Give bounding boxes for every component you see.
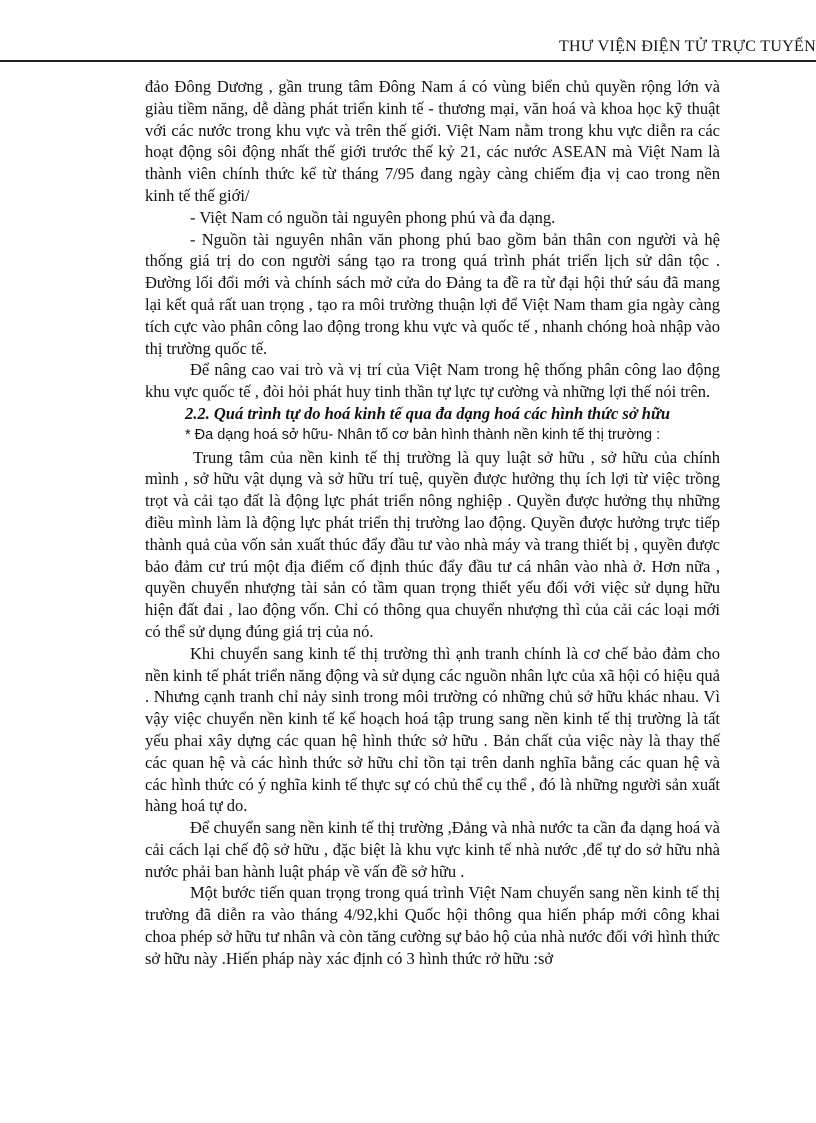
- paragraph: Khi chuyển sang kinh tế thị trường thì ạnh tranh chính là cơ chế bảo đảm cho nền kinh tế phát triển năng động và sử dụng các nguồn nhân lực của xã hội có hiệu quả . Nhưng cạnh tranh chỉ nảy sinh trong môi trường có những chủ sở hữu khác nhau. Vì vậy việc chuyển nền kinh tế kế hoạch hoá tập trung sang nền kinh tế thị trường là tất yếu phai xây dựng các quan hệ hình thức sở hữu . Bản chất của việc này là thay thế các quan hệ và các hình thức sở hữu chỉ tồn tại trên danh nghĩa bằng các quan hệ và các hình thức có ý nghĩa kinh tế thực sự có chủ thể cụ thể , đó là những người sản xuất hàng hoá tự do.: [145, 643, 720, 816]
- paragraph: Để chuyển sang nền kinh tế thị trường ,Đảng và nhà nước ta cần đa dạng hoá và cải cách lại chế độ sở hữu , đặc biệt là khu vực kinh tế nhà nước ,để tự do sở hữu nhà nước phải ban hành luật pháp về vấn đề sở hữu .: [145, 818, 720, 881]
- paragraph: Để nâng cao vai trò và vị trí của Việt Nam trong hệ thống phân công lao động khu vực quốc tế , đòi hỏi phát huy tinh thần tự lực tự cường và những lợi thế nói trên.: [145, 360, 720, 402]
- paragraph: Trung tâm của nền kinh tế thị trường là quy luật sở hữu , sở hữu của chính mình , sở hữu vật dụng và sở hữu trí tuệ, quyền được hưởng thụ ích lợi từ việc trồng trọt và cải tạo đất là động lực phát triển nông nghiệp . Quyền được hưởng thụ những điều mình làm là động lực phát triển thị trường lao động. Quyền được hưởng trực tiếp thành quả của vốn sản xuất thúc đẩy đầu tư vào nhà máy và trang thiết bị , quyền được bảo đảm cư trú một địa điểm cố định thúc đẩy đầu tư cá nhân vào nhà ở. Hơn nữa , quyền chuyển nhượng tài sản có tầm quan trọng thiết yếu đối với việc sử dụng hữu hiện đất đai , lao động vốn. Chỉ có thông qua chuyển nhượng thì của cải các loại mới có thể sử dụng đúng giá trị của nó.: [145, 447, 720, 641]
- list-item: - Nguồn tài nguyên nhân văn phong phú bao gồm bản thân con người và hệ thống giá trị do con người sáng tạo ra trong quá trình phát triển lịch sử dân tộc . Đường lối đổi mới và chính sách mở cửa do Đảng ta đề ra từ đại hội thứ sáu đã mang lại kết quả rất uan trọng , tạo ra môi trường thuận lợi để Việt Nam tham gia ngày càng tích cực vào phân công lao động trong khu vực và quốc tế , nhanh chóng hoà nhập vào thị trường quốc tế.: [145, 229, 720, 358]
- subheading: * Đa dạng hoá sở hữu- Nhân tố cơ bản hình thành nền kinh tế thị trường :: [185, 426, 661, 443]
- document-body: [145, 76, 720, 970]
- section-heading: 2.2. Quá trình tự do hoá kinh tế qua đa dạng hoá các hình thức sở hữu: [185, 403, 671, 423]
- header-rule: [0, 60, 816, 62]
- running-header: THƯ VIỆN ĐIỆN TỬ TRỰC TUYẾN: [558, 38, 816, 55]
- paragraph: đảo Đông Dương , gần trung tâm Đông Nam á có vùng biển chủ quyền rộng lớn và giàu tiềm năng, dễ dàng phát triển kinh tế - thương mại, văn hoá và khoa học kỹ thuật với các nước trong khu vực và trên thế giới. Việt Nam nằm trong khu vực diễn ra các hoạt động sôi động nhất thế giới trước thế kỷ 21, các nước ASEAN mà Việt Nam là thành viên chính thức kể từ tháng 7/95 đang ngày càng chiếm địa vị cao trong nền kinh tế thế giới/: [145, 77, 720, 205]
- list-item: - Việt Nam có nguồn tài nguyên phong phú và đa dạng.: [190, 207, 556, 227]
- paragraph: Một bước tiến quan trọng trong quá trình Việt Nam chuyển sang nền kinh tế thị trường đã diễn ra vào tháng 4/92,khi Quốc hội thông qua hiến pháp mới công khai choa phép sở hữu tư nhân và còn tăng cường sự bảo hộ của nhà nước đối với hình thức sở hữu này .Hiến pháp này xác định có 3 hình thức rở hữu :sở: [145, 883, 720, 968]
